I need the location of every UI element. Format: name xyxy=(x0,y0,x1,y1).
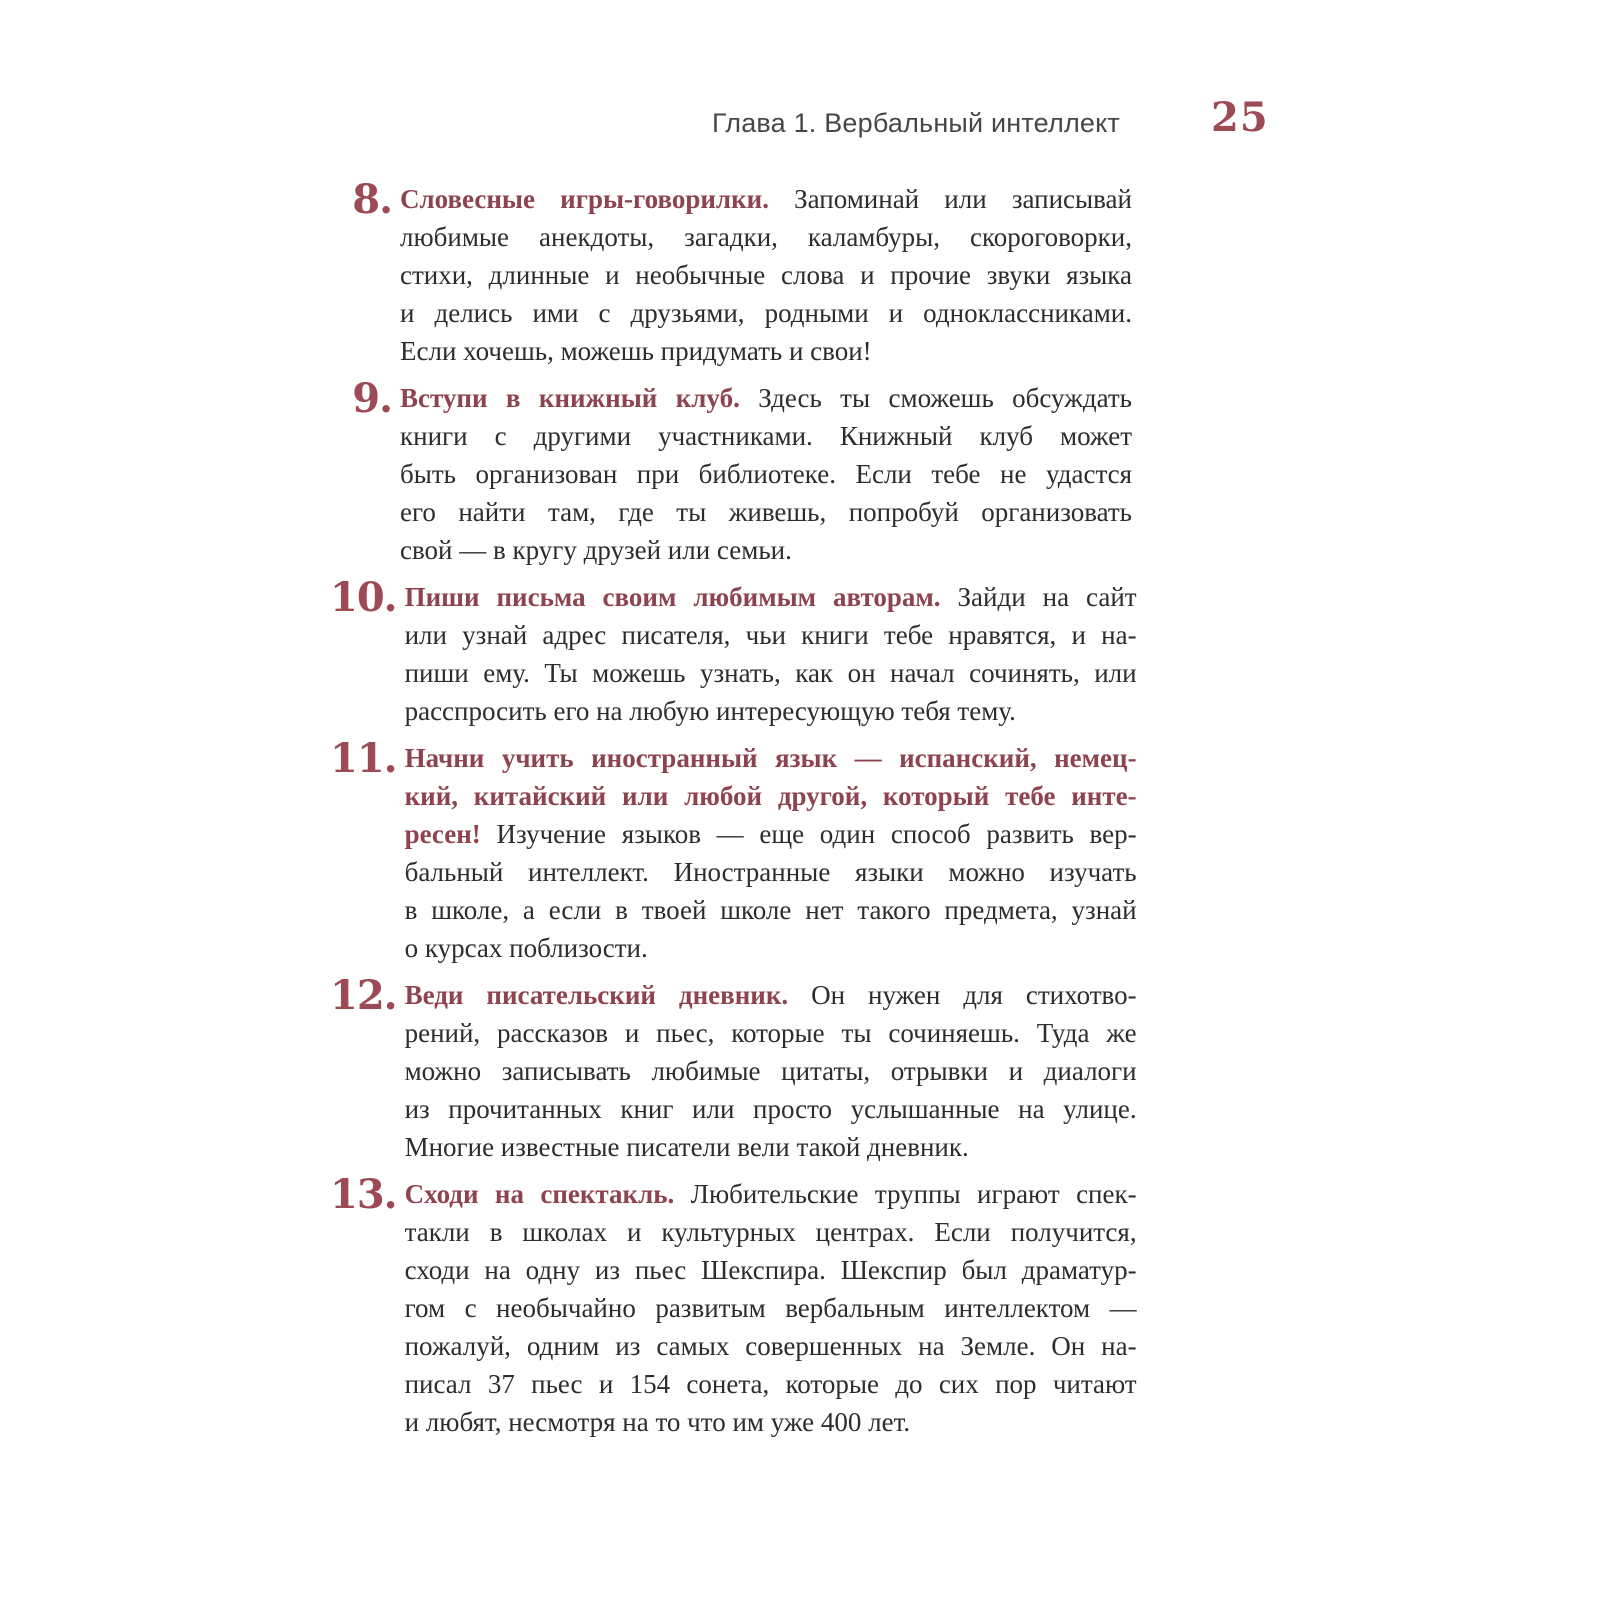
text-line xyxy=(400,332,1132,370)
chapter-header: Глава 1. Вербальный интеллект xyxy=(711,108,1120,138)
item-lead-text: ресен! xyxy=(404,819,481,849)
item-lead-text: Сходи на спектакль. xyxy=(404,1179,675,1209)
numbered-tips-list xyxy=(330,176,1140,1450)
text-line xyxy=(400,294,1132,332)
item-body-text: такли в школах и культурных центрах. Если получится, xyxy=(404,1217,1137,1247)
text-line xyxy=(405,654,1137,692)
list-item xyxy=(330,1171,1140,1441)
text-line xyxy=(405,1213,1137,1251)
text-line xyxy=(405,1289,1137,1327)
item-number: 10. xyxy=(330,574,397,621)
item-number: 9. xyxy=(352,375,392,422)
item-body-text: Зайди на сайт xyxy=(940,582,1137,612)
item-text xyxy=(405,1175,1137,1441)
text-line xyxy=(400,417,1132,455)
list-item xyxy=(330,176,1140,370)
text-line xyxy=(400,493,1132,531)
item-text xyxy=(405,739,1137,967)
text-line xyxy=(400,256,1132,294)
list-item xyxy=(330,972,1140,1166)
text-line xyxy=(405,1251,1137,1289)
item-lead-text: Веди писательский дневник. xyxy=(404,980,789,1010)
text-line xyxy=(405,1014,1137,1052)
item-lead-text: Вступи в книжный клуб. xyxy=(400,383,740,413)
item-body-text: Запоминай или записывай xyxy=(768,184,1132,214)
item-body-text: писал 37 пьес и 154 сонета, которые до сих пор читают xyxy=(404,1369,1137,1399)
item-body-text: свой — в кругу друзей или семьи. xyxy=(400,535,792,565)
item-body-text: расспросить его на любую интересующую тебя тему. xyxy=(404,696,1016,726)
item-body-text: о курсах поблизости. xyxy=(404,933,648,963)
item-lead-text: Начни учить иностранный язык — испанский, немец- xyxy=(404,743,1137,773)
text-line xyxy=(400,218,1132,256)
item-body-text: Любительские труппы играют спек- xyxy=(674,1179,1137,1209)
item-body-text: в школе, а если в твоей школе нет такого предмета, узнай xyxy=(404,895,1137,925)
text-line xyxy=(405,1090,1137,1128)
item-body-text: его найти там, где ты живешь, попробуй организовать xyxy=(400,497,1132,527)
item-body-text: книги с другими участниками. Книжный клуб может xyxy=(400,421,1132,451)
list-item xyxy=(330,375,1140,569)
text-line xyxy=(405,1128,1137,1166)
item-lead-text: кий, китайский или любой другой, который тебе инте- xyxy=(404,781,1137,811)
text-line xyxy=(405,1403,1137,1441)
item-body-text: можно записывать любимые цитаты, отрывки и диалоги xyxy=(404,1056,1137,1086)
item-text xyxy=(400,180,1132,370)
text-line xyxy=(405,976,1137,1014)
text-line xyxy=(405,1175,1137,1213)
item-number: 13. xyxy=(330,1171,397,1218)
text-line xyxy=(400,455,1132,493)
text-line xyxy=(405,1327,1137,1365)
item-number: 11. xyxy=(330,735,397,782)
item-body-text: из прочитанных книг или просто услышанные на улице. xyxy=(404,1094,1137,1124)
item-body-text: Многие известные писатели вели такой дневник. xyxy=(404,1132,969,1162)
item-text xyxy=(405,976,1137,1166)
item-body-text: любимые анекдоты, загадки, каламбуры, скороговорки, xyxy=(400,222,1132,252)
item-body-text: быть организован при библиотеке. Если тебе не удастся xyxy=(400,459,1132,489)
item-text xyxy=(405,578,1137,730)
item-lead-text: Пиши письма своим любимым авторам. xyxy=(404,582,941,612)
item-body-text: Если хочешь, можешь придумать и свои! xyxy=(400,336,872,366)
item-body-text: и любят, несмотря на то что им уже 400 лет. xyxy=(404,1407,911,1437)
text-line xyxy=(405,1365,1137,1403)
text-line xyxy=(400,379,1132,417)
page-number: 25 xyxy=(1211,94,1269,141)
item-body-text: бальный интеллект. Иностранные языки можно изучать xyxy=(404,857,1137,887)
item-number: 12. xyxy=(330,972,397,1019)
item-body-text: стихи, длинные и необычные слова и прочие звуки языка xyxy=(400,260,1132,290)
item-body-text: или узнай адрес писателя, чьи книги тебе нравятся, и на- xyxy=(404,620,1137,650)
text-line xyxy=(405,1052,1137,1090)
text-line xyxy=(400,531,1132,569)
item-body-text: рений, рассказов и пьес, которые ты сочиняешь. Туда же xyxy=(404,1018,1137,1048)
item-body-text: и делись ими с друзьями, родными и одноклассниками. xyxy=(400,298,1132,328)
item-number: 8. xyxy=(352,176,392,223)
item-body-text: пожалуй, одним из самых совершенных на Земле. Он на- xyxy=(404,1331,1137,1361)
item-body-text: Он нужен для стихотво- xyxy=(788,980,1137,1010)
text-line xyxy=(400,180,1132,218)
item-body-text: сходи на одну из пьес Шекспира. Шекспир был драматур- xyxy=(404,1255,1137,1285)
text-line xyxy=(405,777,1137,815)
text-line xyxy=(405,891,1137,929)
item-body-text: Изучение языков — еще один способ развить вер- xyxy=(480,819,1137,849)
list-item xyxy=(330,574,1140,730)
text-line xyxy=(405,815,1137,853)
item-lead-text: Словесные игры-говорилки. xyxy=(400,184,769,214)
item-text xyxy=(400,379,1132,569)
text-line xyxy=(405,929,1137,967)
text-line xyxy=(405,616,1137,654)
text-line xyxy=(405,853,1137,891)
text-line xyxy=(405,739,1137,777)
item-body-text: гом с необычайно развитым вербальным интеллектом — xyxy=(404,1293,1137,1323)
text-line xyxy=(405,578,1137,616)
text-line xyxy=(405,692,1137,730)
item-body-text: Здесь ты сможешь обсуждать xyxy=(739,383,1132,413)
item-body-text: пиши ему. Ты можешь узнать, как он начал сочинять, или xyxy=(404,658,1137,688)
list-item xyxy=(330,735,1140,967)
